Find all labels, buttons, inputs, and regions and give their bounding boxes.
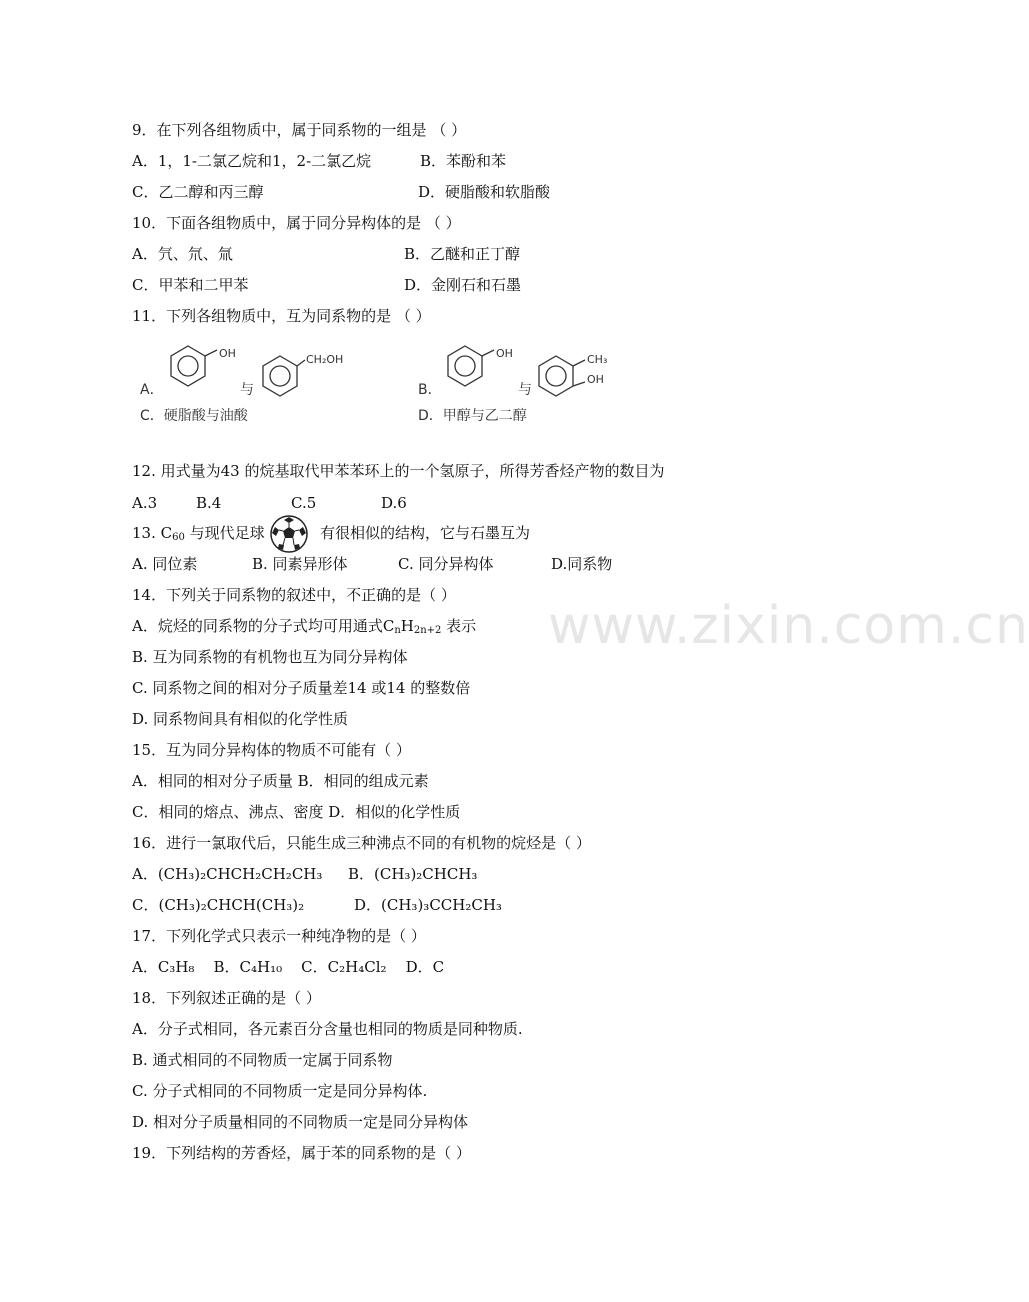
q14-option-c: C. 同系物之间的相对分子质量差14 或14 的整数倍 [132, 679, 471, 697]
benzene-ring-icon [448, 346, 482, 386]
q18-option-c: C. 分子式相同的不同物质一定是同分异构体. [132, 1082, 428, 1100]
q11-option-a: A． [140, 382, 164, 398]
watermark: www.zixin.com.cn [548, 596, 1029, 656]
ch2oh-label: CH₂OH [306, 353, 344, 366]
q17-stem: 17．下列化学式只表示一种纯净物的是（ ） [132, 927, 426, 945]
q15-options-ab: A．相同的相对分子质量 B．相同的组成元素 [132, 772, 429, 790]
q9-option-a: A．1，1-二氯乙烷和1，2-二氯乙烷 [132, 152, 372, 170]
q9-option-b: B．苯酚和苯 [420, 152, 507, 170]
q14-option-d: D. 同系物间具有相似的化学性质 [132, 710, 349, 728]
q16-option-a: A．(CH₃)₂CHCH₂CH₂CH₃ [132, 865, 323, 883]
q13-option-a: A. 同位素 [132, 555, 198, 573]
q14-option-b: B. 互为同系物的有机物也互为同分异构体 [132, 648, 408, 666]
q16-option-b: B．(CH₃)₂CHCH₃ [348, 865, 478, 883]
benzene-ring-icon [263, 356, 297, 396]
q16-option-c: C．(CH₃)₂CHCH(CH₃)₂ [132, 896, 305, 914]
q10-stem: 10．下面各组物质中，属于同分异构体的是 （ ） [132, 214, 461, 232]
q11-option-c: C．硬脂酸与油酸 [140, 408, 248, 424]
q9-option-d: D．硬脂酸和软脂酸 [418, 183, 551, 201]
q13-stem-start: 13. $C_{60}$ 与现代足球 [132, 524, 265, 543]
benzene-ring-icon [539, 356, 573, 396]
q15-options-cd: C．相同的熔点、沸点、密度 D．相似的化学性质 [132, 803, 461, 821]
q13-stem-end: 有很相似的结构，它与石墨互为 [320, 524, 531, 542]
q19-stem: 19．下列结构的芳香烃，属于苯的同系物的是（ ） [132, 1144, 471, 1162]
q10-option-b: B．乙醚和正丁醇 [404, 245, 521, 263]
q15-stem: 15．互为同分异构体的物质不可能有（ ） [132, 741, 411, 759]
q13-option-d: D.同系物 [551, 555, 613, 573]
q11-option-d: D．甲醇与乙二醇 [418, 408, 527, 424]
q11-and-a: 与 [240, 382, 254, 398]
benzene-ring-icon [171, 346, 205, 386]
q11-and-b: 与 [518, 382, 532, 398]
q10-option-c: C．甲苯和二甲苯 [132, 276, 249, 294]
q11-option-b: B． [418, 382, 442, 398]
q10-option-a: A．氕、氘、氚 [132, 245, 233, 263]
q18-option-b: B. 通式相同的不同物质一定属于同系物 [132, 1051, 393, 1069]
q18-option-a: A．分子式相同，各元素百分含量也相同的物质是同种物质. [132, 1020, 523, 1038]
q13-option-c: C. 同分异构体 [398, 555, 494, 573]
oh-label: OH [219, 347, 236, 360]
q13-option-b: B. 同素异形体 [252, 555, 348, 573]
q18-option-d: D. 相对分子质量相同的不同物质一定是同分异构体 [132, 1113, 469, 1131]
oh-label: OH [587, 373, 604, 386]
q12-stem: 12. 用式量为43 的烷基取代甲苯苯环上的一个氢原子，所得芳香烃产物的数目为 [132, 462, 665, 480]
q12-option-a: A.3 [132, 494, 158, 512]
q12-option-b: B.4 [196, 494, 222, 512]
q14-stem: 14．下列关于同系物的叙述中，不正确的是（ ） [132, 586, 456, 604]
q10-option-d: D．金刚石和石墨 [404, 276, 522, 294]
oh-label: OH [496, 347, 513, 360]
q9-option-c: C．乙二醇和丙三醇 [132, 183, 264, 201]
q16-option-d: D．(CH₃)₃CCH₂CH₃ [354, 896, 502, 914]
q17-options: A．C₃H₈ B．C₄H₁₀ C．C₂H₄Cl₂ D．C [132, 958, 445, 976]
q11-stem: 11．下列各组物质中，互为同系物的是 （ ） [132, 307, 431, 325]
q16-stem: 16．进行一氯取代后，只能生成三种沸点不同的有机物的烷烃是（ ） [132, 834, 591, 852]
ch3-label: CH₃ [587, 353, 608, 366]
q14-option-a: A．烷烃的同系物的分子式均可用通式$C_nH_{2n+2}$ 表示 [132, 617, 477, 636]
soccer-ball-icon [269, 514, 309, 554]
q18-stem: 18．下列叙述正确的是（ ） [132, 989, 321, 1007]
q12-option-c: C.5 [291, 494, 317, 512]
q9-stem: 9．在下列各组物质中，属于同系物的一组是 （ ） [132, 121, 467, 139]
q12-option-d: D.6 [381, 494, 407, 512]
